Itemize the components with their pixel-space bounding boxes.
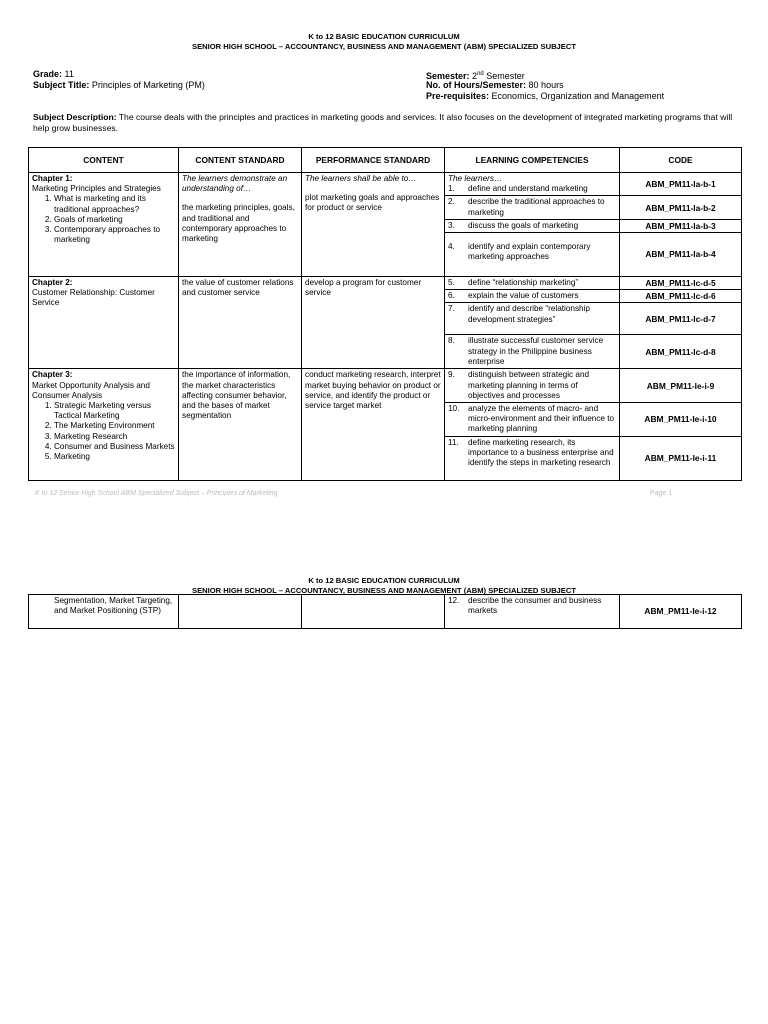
chapter-2-performance-standard: develop a program for customer service (302, 277, 445, 369)
header-learning-competencies: LEARNING COMPETENCIES (445, 148, 620, 173)
chapter-1-name: Marketing Principles and Strategies (32, 184, 161, 194)
description-text: The course deals with the principles and practices in marketing goods and services. It also focuses on the development of integrated marketing programs that will help grow businesses. (33, 112, 733, 134)
competency-text: define “relationship marketing” (468, 278, 579, 288)
competency-text: analyze the elements of macro- and micro-environment and their influence to marketing planning (468, 404, 615, 434)
curriculum-subtitle: SENIOR HIGH SCHOOL – ACCOUNTANCY, BUSINESS AND MANAGEMENT (ABM) SPECIALIZED SUBJECT (192, 42, 576, 51)
list-item: 1. What is marketing and its traditional approaches? (54, 194, 175, 214)
subject-title-line (33, 79, 205, 91)
code-6: ABM_PM11-Ic-d-6 (620, 290, 742, 303)
page-footer: K to 12 Senior High School ABM Specialized Subject – Principles of Marketing (35, 490, 278, 497)
page-2 (0, 560, 768, 1024)
header-content-standard: CONTENT STANDARD (179, 148, 302, 173)
header-content: CONTENT (29, 148, 179, 173)
list-item: Segmentation, Market Targeting, and Market Positioning (STP) (54, 596, 173, 616)
chapter-3-name: Market Opportunity Analysis and Consumer Analysis (32, 380, 150, 400)
chapter-3-topics (32, 401, 175, 462)
curriculum-table-continued (28, 594, 742, 629)
page-number: Page 1 (650, 490, 673, 497)
competency-text: define marketing research, its importance to a business enterprise and identify the steps in marketing research (468, 437, 614, 468)
competency-text: identify and explain contemporary marketing approaches (468, 242, 591, 262)
list-item: 2. The Marketing Environment (54, 421, 175, 431)
prereq-line (426, 90, 664, 102)
chapter-1-performance-standard (302, 173, 445, 277)
chapter-2-content-standard: the value of customer relations and customer service (179, 277, 302, 369)
performance-standard-continued (302, 595, 445, 629)
code-5: ABM_PM11-Ic-d-5 (620, 277, 742, 290)
ps-text: plot marketing goals and approaches for product or service (305, 193, 440, 213)
code-4: ABM_PM11-Ia-b-4 (620, 233, 742, 277)
competency-number: 8. (448, 336, 455, 346)
chapter-1-title: Chapter 1: (32, 174, 73, 183)
competency-text: identify and describe “relationship development strategies” (468, 304, 590, 324)
curriculum-table (28, 147, 742, 481)
competency-number: 7. (448, 304, 455, 314)
cs-text: the marketing principles, goals, and traditional and contemporary approaches to marketing (182, 203, 295, 244)
header-performance-standard: PERFORMANCE STANDARD (302, 148, 445, 173)
grade-value: 11 (64, 69, 74, 79)
code-10: ABM_PM11-Ie-i-10 (620, 403, 742, 437)
table-row (29, 277, 742, 290)
list-item: 1. Strategic Marketing versus Tactical Marketing (54, 401, 175, 421)
competency-7 (445, 303, 620, 335)
competency-8 (445, 335, 620, 369)
list-item: 4. Consumer and Business Markets (54, 442, 175, 452)
list-item: 3. Contemporary approaches to marketing (54, 225, 175, 245)
code-8: ABM_PM11-Ic-d-8 (620, 335, 742, 369)
competency-11 (445, 436, 620, 480)
description-label: Subject Description: (33, 112, 117, 122)
curriculum-subtitle: SENIOR HIGH SCHOOL – ACCOUNTANCY, BUSINESS AND MANAGEMENT (ABM) SPECIALIZED SUBJECT (192, 586, 576, 595)
chapter-2-content (29, 277, 179, 369)
semester-value-num: 2 (472, 71, 478, 81)
competency-text: describe the consumer and business markets (468, 596, 602, 616)
code-11: ABM_PM11-Ie-i-11 (620, 436, 742, 480)
subject-title-label: Subject Title: (33, 80, 90, 90)
chapter-3-title: Chapter 3: (32, 370, 73, 380)
table-row (29, 595, 742, 629)
semester-label: Semester: (426, 71, 470, 81)
chapter-2-title: Chapter 2: (32, 278, 73, 288)
competency-number: 4. (448, 242, 455, 252)
competency-number: 1. (448, 184, 455, 194)
competency-number: 9. (448, 370, 455, 380)
subject-description (33, 112, 741, 135)
code-2: ABM_PM11-Ia-b-2 (620, 196, 742, 219)
table-row (29, 173, 742, 196)
cs-intro: The learners demonstrate an understanding of… (182, 174, 288, 194)
semester-value-rest: Semester (486, 71, 525, 81)
hours-label: No. of Hours/Semester: (426, 80, 527, 90)
competency-6 (445, 290, 620, 303)
prereq-label: Pre-requisites: (426, 91, 490, 101)
content-continued (29, 595, 179, 629)
curriculum-title: K to 12 BASIC EDUCATION CURRICULUM (308, 32, 460, 41)
chapter-3-content (29, 369, 179, 480)
competency-number: 3. (448, 220, 455, 230)
list-item: 3. Marketing Research (54, 432, 175, 442)
semester-value-sup: nd (477, 71, 484, 77)
competency-number: 5. (448, 278, 455, 288)
prereq-value: Economics, Organization and Management (491, 91, 665, 101)
competency-10 (445, 403, 620, 437)
competency-text: explain the value of customers (468, 291, 579, 301)
competency-text: discuss the goals of marketing (468, 220, 579, 230)
competency-number: 12. (448, 596, 460, 605)
competency-text: describe the traditional approaches to marketing (468, 197, 605, 217)
list-item: 5. Marketing (54, 452, 175, 462)
code-7: ABM_PM11-Ic-d-7 (620, 303, 742, 335)
code-9: ABM_PM11-Ie-i-9 (620, 369, 742, 403)
content-standard-continued (179, 595, 302, 629)
competency-1 (445, 173, 620, 196)
header-code: CODE (620, 148, 742, 173)
chapter-1-content (29, 173, 179, 277)
competency-text: illustrate successful customer service strategy in the Philippine business enterprise (468, 336, 604, 366)
chapter-2-name: Customer Relationship: Customer Service (32, 288, 155, 308)
competency-number: 10. (448, 404, 460, 414)
ps-intro: The learners shall be able to… (305, 174, 417, 183)
grade-label: Grade: (33, 69, 63, 79)
competency-text: distinguish between strategic and marketing planning in terms of objectives and processes (468, 370, 590, 400)
curriculum-title: K to 12 BASIC EDUCATION CURRICULUM (308, 576, 460, 585)
competency-number: 11. (448, 437, 459, 447)
competency-5 (445, 277, 620, 290)
table-header-row (29, 148, 742, 173)
code-1: ABM_PM11-Ia-b-1 (620, 173, 742, 196)
competency-4 (445, 233, 620, 277)
competency-text: define and understand marketing (468, 184, 588, 194)
competency-number: 2. (448, 197, 455, 207)
lc-intro: The learners… (448, 174, 503, 183)
competency-9 (445, 369, 620, 403)
list-item: 2. Goals of marketing (54, 215, 175, 225)
subject-title-value: Principles of Marketing (PM) (91, 80, 205, 90)
competency-2 (445, 196, 620, 219)
hours-value: 80 hours (528, 80, 564, 90)
chapter-3-performance-standard: conduct marketing research, interpret market buying behavior on product or service, and identify the product or service target market (302, 369, 445, 480)
competency-number: 6. (448, 291, 455, 301)
chapter-3-content-standard: the importance of information, the market characteristics affecting consumer behavior, and the bases of market segmentation (179, 369, 302, 480)
competency-12 (445, 595, 620, 629)
table-row (29, 369, 742, 403)
code-3: ABM_PM11-Ia-b-3 (620, 219, 742, 232)
competency-3 (445, 219, 620, 232)
chapter-1-topics (32, 194, 175, 245)
code-12: ABM_PM11-Ie-i-12 (620, 595, 742, 629)
chapter-1-content-standard (179, 173, 302, 277)
